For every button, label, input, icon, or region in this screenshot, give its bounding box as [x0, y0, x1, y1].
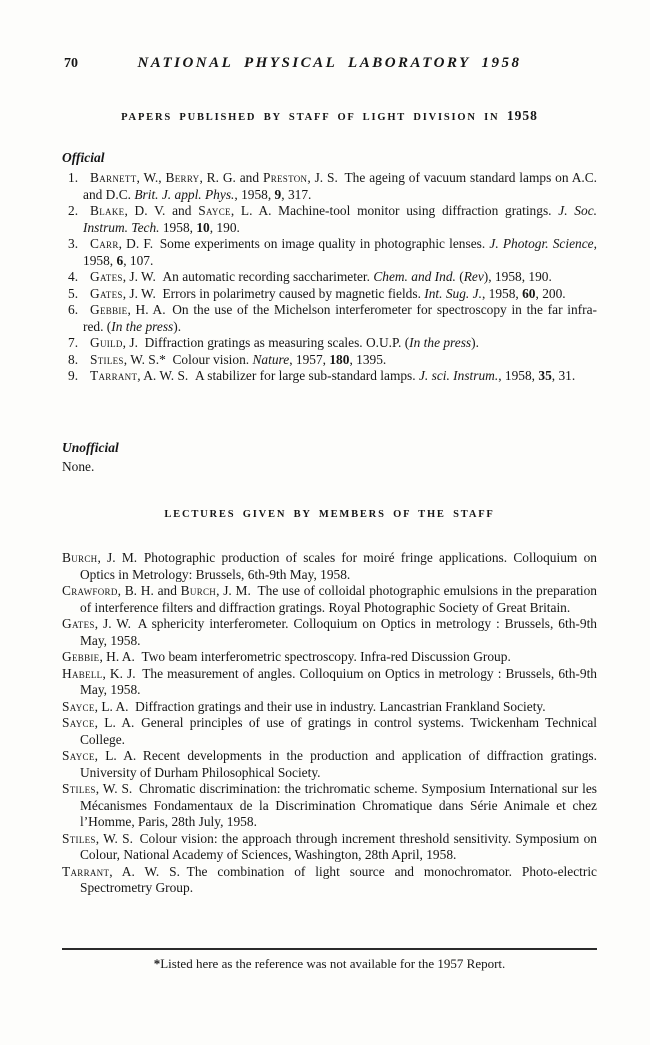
paper-item [62, 203, 597, 236]
paper-item [62, 236, 597, 269]
paper-item [62, 286, 597, 303]
lecture-item: Burch, J. M. Photographic production of scales for moiré fringe applications. Colloquium on Optics in Metrology: Brussels, 6th-9th May, 1958. [62, 550, 597, 582]
papers-heading-year: 1958 [506, 108, 538, 123]
item-number: 3. [68, 236, 79, 251]
paper-item [62, 352, 597, 369]
text-column [62, 0, 597, 1045]
lecture-item: Sayce, L. A. General principles of use of gratings in control systems. Twickenham Technical College. [62, 715, 597, 747]
unofficial-label: Unofficial [62, 440, 119, 455]
paper-item [62, 170, 597, 203]
lecture-item: Gebbie, H. A. Two beam interferometric spectroscopy. Infra-red Discussion Group. [62, 649, 511, 664]
lecture-item: Tarrant, A. W. S. The combination of light source and monochromator. Photo-electric Spectrometry Group. [62, 863, 597, 895]
item-text: Carr, D. F. Some experiments on image quality in photographic lenses. J. Photogr. Science, 1958, 6, 107. [83, 236, 597, 268]
item-text: Stiles, W. S.* Colour vision. Nature, 1957, 180, 1395. [90, 351, 387, 367]
lecture-item: Gates, J. W. A sphericity interferometer. Colloquium on Optics in metrology : Brussels, 6th-9th May, 1958. [62, 616, 597, 648]
item-number: 7. [68, 335, 79, 350]
item-number: 2. [68, 203, 79, 218]
lecture-item: Sayce, L. A. Recent developments in the production and application of diffraction gratings. University of Durham Philosophical Society. [62, 748, 597, 780]
paper-item [62, 269, 597, 286]
paper-item [62, 335, 597, 352]
footnote-divider [62, 948, 597, 950]
page-number: 70 [64, 56, 78, 71]
papers-heading-text: PAPERS PUBLISHED BY STAFF OF LIGHT DIVISION IN [121, 112, 500, 123]
lecture-item: Sayce, L. A. Diffraction gratings and their use in industry. Lancastrian Frankland Society. [62, 698, 546, 714]
official-label: Official [62, 150, 105, 165]
item-text: Gebbie, H. A. On the use of the Michelson interferometer for spectroscopy in the far infra-red. (In the press). [83, 302, 597, 334]
footnote-marker: * [153, 956, 161, 971]
item-text: Barnett, W., Berry, R. G. and Preston, J. S. The ageing of vacuum standard lamps on A.C. and D.C. Brit. J. appl. Phys., 1958, 9, 317. [83, 170, 597, 202]
item-number: 8. [68, 351, 79, 367]
item-text: Tarrant, A. W. S. A stabilizer for large sub-standard lamps. J. sci. Instrum., 1958, 35, 31. [90, 368, 576, 383]
papers-list [62, 170, 597, 385]
item-number: 5. [68, 285, 79, 301]
paper-item [62, 368, 597, 385]
lecture-item: Stiles, W. S. Chromatic discrimination: the trichromatic scheme. Symposium International sur les Mécanismes Fondamentaux de la Discrimination Chromatique dans Série Animale et chez l’Homme, Paris, 28th July, 1958. [62, 781, 597, 829]
item-text: Guild, J. Diffraction gratings as measuring scales. O.U.P. (In the press). [90, 335, 479, 350]
item-number: 4. [68, 269, 79, 284]
lecture-item: Habell, K. J. The measurement of angles. Colloquium on Optics in metrology : Brussels, 6th-9th May, 1958. [62, 665, 597, 697]
unofficial-none-text: None. [62, 459, 95, 474]
item-number: 6. [68, 302, 79, 317]
running-title: NATIONAL PHYSICAL LABORATORY 1958 [137, 55, 522, 71]
item-number: 9. [68, 368, 79, 383]
footnote-text [62, 956, 597, 972]
item-text: Gates, J. W. An automatic recording saccharimeter. Chem. and Ind. (Rev), 1958, 190. [90, 269, 552, 284]
papers-section-heading [62, 108, 597, 124]
lecture-item: Stiles, W. S. Colour vision: the approach through increment threshold sensitivity. Symposium on Colour, National Academy of Sciences, Washington, 28th April, 1958. [62, 830, 597, 862]
item-number: 1. [68, 170, 79, 185]
item-text: Gates, J. W. Errors in polarimetry caused by magnetic fields. Int. Sug. J., 1958, 60, 200. [90, 285, 566, 301]
footnote-body: Listed here as the reference was not available for the 1957 Report. [160, 956, 506, 971]
paper-item [62, 302, 597, 335]
item-text: Blake, D. V. and Sayce, L. A. Machine-tool monitor using diffraction gratings. J. Soc. Instrum. Tech. 1958, 10, 190. [83, 203, 597, 235]
lectures-section-heading: LECTURES GIVEN BY MEMBERS OF THE STAFF [164, 509, 495, 520]
lectures-list [62, 550, 597, 897]
lecture-item: Crawford, B. H. and Burch, J. M. The use of colloidal photographic emulsions in the preparation of interference filters and diffraction gratings. Royal Photographic Society of Great Britain. [62, 583, 597, 615]
